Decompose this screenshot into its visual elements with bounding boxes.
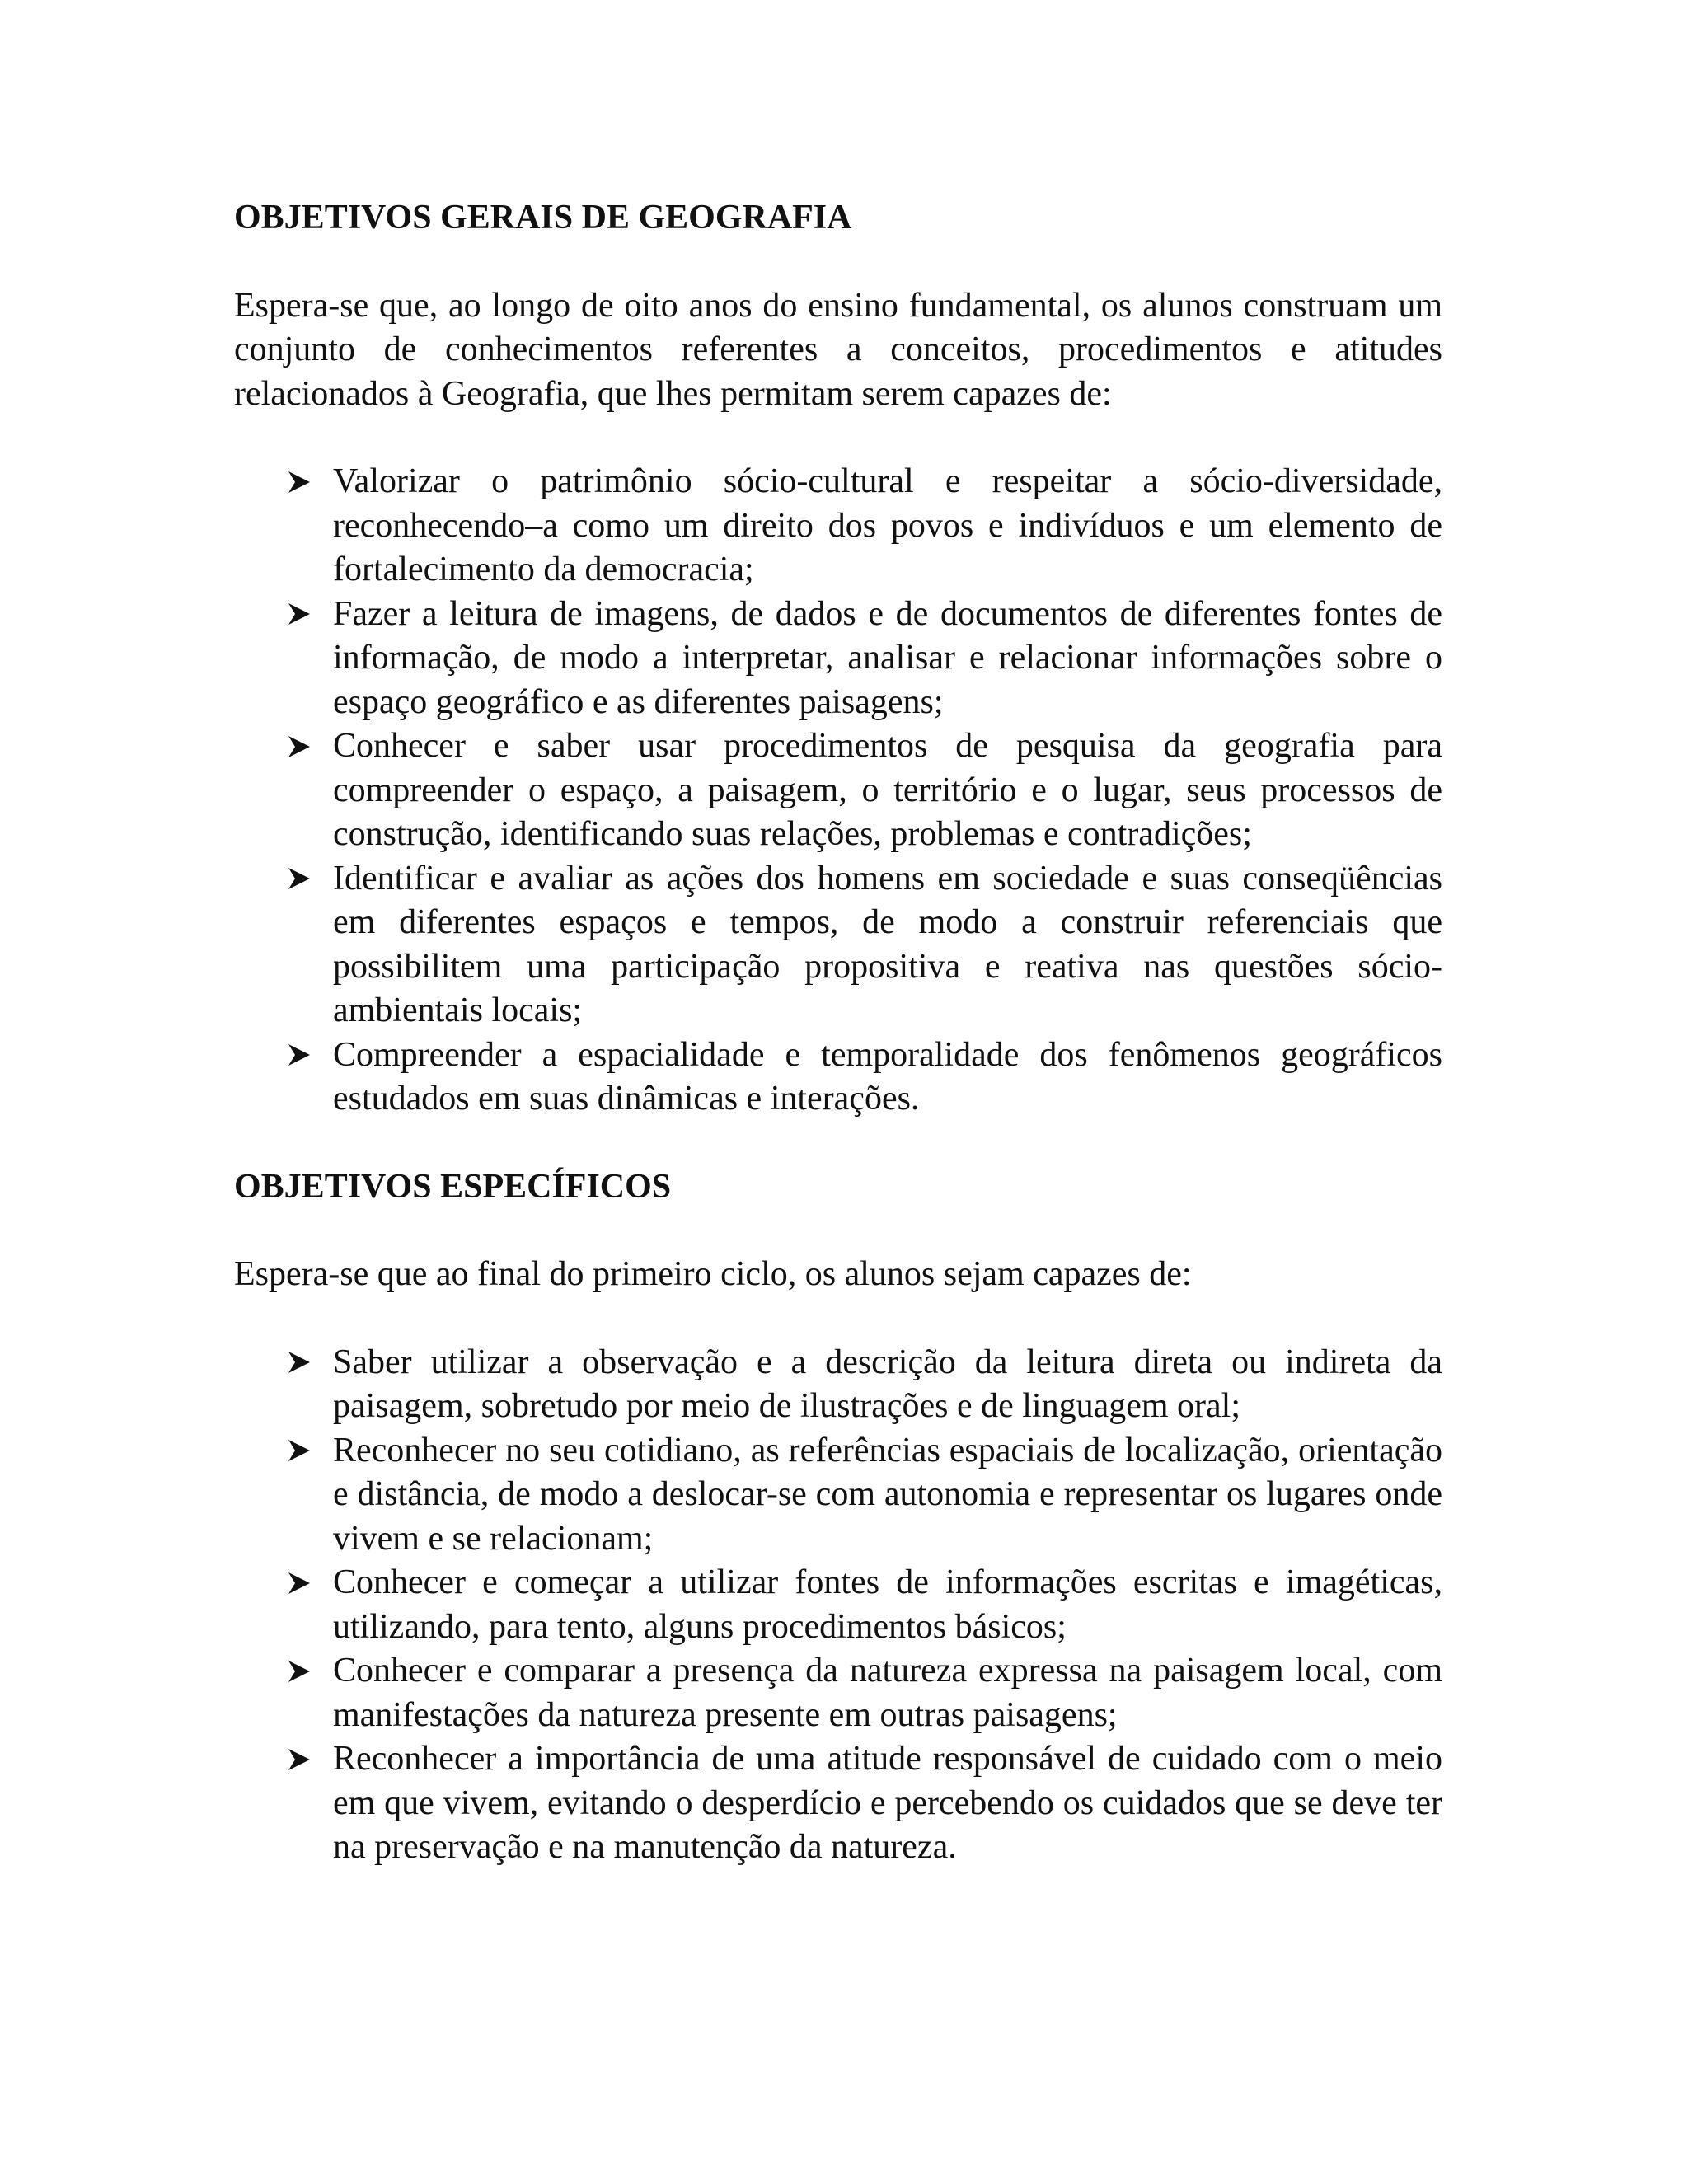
arrowhead-bullet-icon xyxy=(287,724,315,769)
list-item xyxy=(234,593,1442,725)
document-content xyxy=(234,196,1442,1870)
arrowhead-bullet-icon xyxy=(287,1429,315,1474)
list-item xyxy=(234,1561,1442,1649)
specific-objectives-list xyxy=(234,1341,1442,1870)
specific-objectives-intro: Espera-se que ao final do primeiro ciclo, os alunos sejam capazes de: xyxy=(234,1255,1192,1293)
arrowhead-bullet-icon xyxy=(287,1341,315,1385)
general-objectives-intro: Espera-se que, ao longo de oito anos do ensino fundamental, os alunos construam um conjunto de conhecimentos referentes a conceitos, procedimentos e atitudes relacionados à Geografia, que lhes permitam serem capazes de: xyxy=(234,286,1442,413)
general-objectives-heading: OBJETIVOS GERAIS DE GEOGRAFIA xyxy=(234,199,852,237)
arrowhead-bullet-icon xyxy=(287,1649,315,1694)
list-item xyxy=(234,1737,1442,1870)
list-item xyxy=(234,1649,1442,1737)
list-item-text: Reconhecer no seu cotidiano, as referências espaciais de localização, orientação e distância, de modo a deslocar-se com autonomia e representar os lugares onde vivem e se relacionam; xyxy=(333,1431,1442,1558)
list-item-text: Valorizar o patrimônio sócio-cultural e respeitar a sócio-diversidade, reconhecendo–a como um direito dos povos e indivíduos e um elemento de fortalecimento da democracia; xyxy=(333,462,1442,588)
list-item xyxy=(234,460,1442,593)
list-item xyxy=(234,1341,1442,1429)
list-item-text: Reconhecer a importância de uma atitude responsável de cuidado com o meio em que vivem, evitando o desperdício e percebendo os cuidados que se deve ter na preservação e na manutenção da natureza. xyxy=(333,1740,1442,1866)
arrowhead-bullet-icon xyxy=(287,1561,315,1605)
arrowhead-bullet-icon xyxy=(287,1737,315,1782)
list-item-text: Saber utilizar a observação e a descrição da leitura direta ou indireta da paisagem, sobretudo por meio de ilustrações e de linguagem oral; xyxy=(333,1343,1442,1425)
specific-objectives-heading: OBJETIVOS ESPECÍFICOS xyxy=(234,1167,672,1206)
list-item-text: Conhecer e saber usar procedimentos de pesquisa da geografia para compreender o espaço, a paisagem, o território e o lugar, seus processos de construção, identificando suas relações, problemas e contradições; xyxy=(333,727,1442,853)
arrowhead-bullet-icon xyxy=(287,460,315,504)
list-item xyxy=(234,1429,1442,1562)
arrowhead-bullet-icon xyxy=(287,1033,315,1078)
list-item-text: Conhecer e começar a utilizar fontes de informações escritas e imagéticas, utilizando, para tento, alguns procedimentos básicos; xyxy=(333,1563,1442,1646)
list-item xyxy=(234,724,1442,857)
list-item-text: Fazer a leitura de imagens, de dados e de documentos de diferentes fontes de informação, de modo a interpretar, analisar e relacionar informações sobre o espaço geográfico e as diferentes paisagens; xyxy=(333,594,1442,721)
general-objectives-list xyxy=(234,460,1442,1122)
list-item xyxy=(234,857,1442,1033)
arrowhead-bullet-icon xyxy=(287,593,315,637)
arrowhead-bullet-icon xyxy=(287,857,315,902)
list-item-text: Compreender a espacialidade e temporalidade dos fenômenos geográficos estudados em suas dinâmicas e interações. xyxy=(333,1035,1442,1118)
list-item-text: Identificar e avaliar as ações dos homens em sociedade e suas conseqüências em diferentes espaços e tempos, de modo a construir referenciais que possibilitem uma participação propositiva e reativa nas questões sócio-ambientais locais; xyxy=(333,859,1442,1029)
list-item-text: Conhecer e comparar a presença da natureza expressa na paisagem local, com manifestações da natureza presente em outras paisagens; xyxy=(333,1652,1442,1734)
list-item xyxy=(234,1033,1442,1122)
